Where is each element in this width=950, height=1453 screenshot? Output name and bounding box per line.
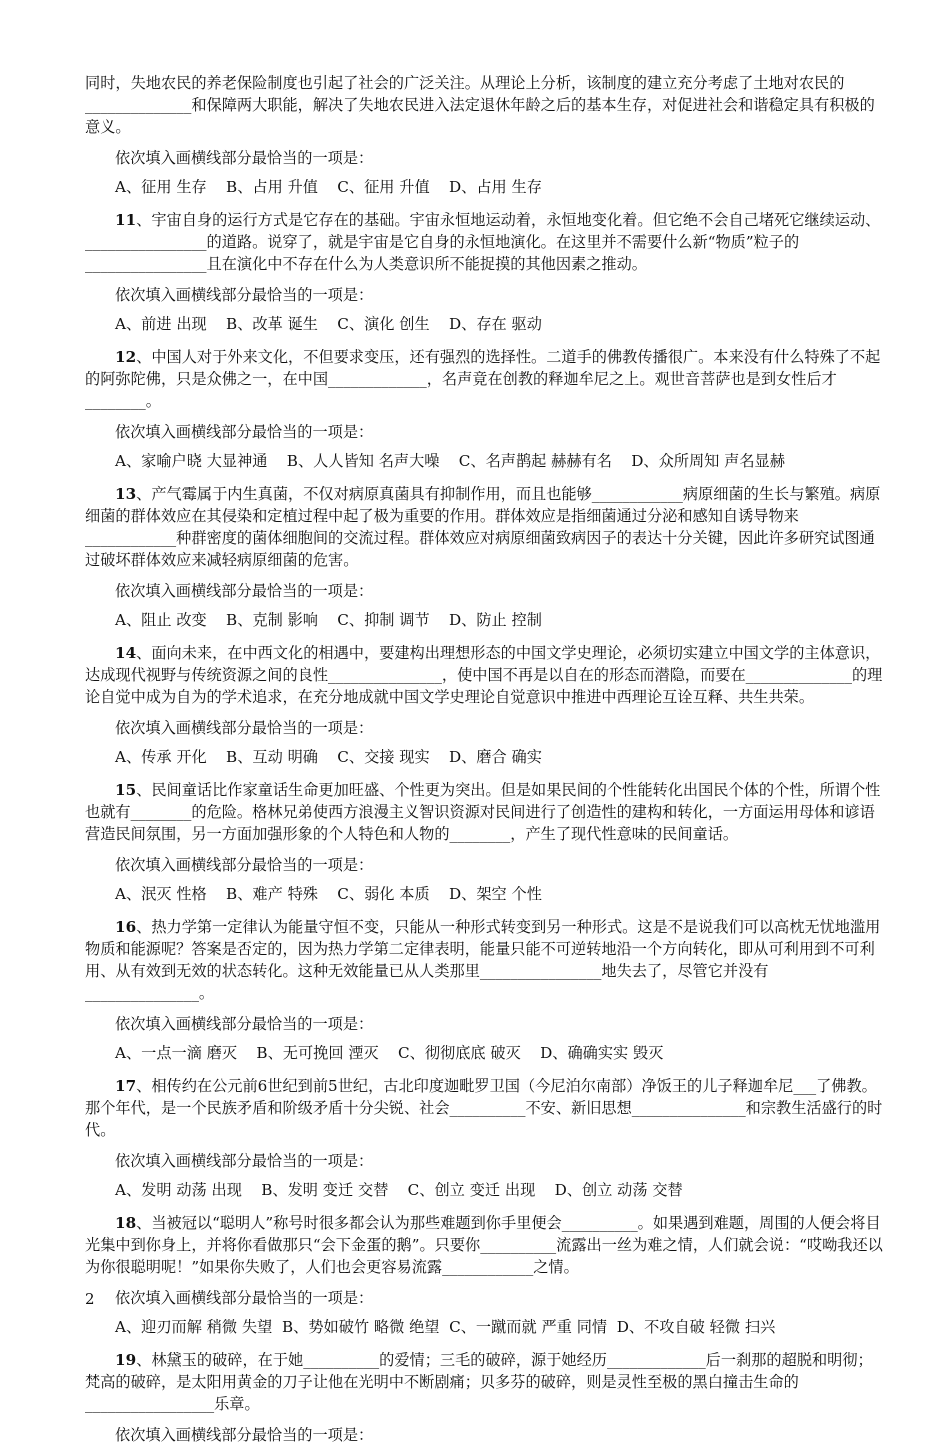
question-number: 13 (115, 485, 137, 503)
answer-options: A、一点一滴 磨灭 B、无可挽回 湮灭 C、彻彻底底 破灭 D、确确实实 毁灭 (115, 1044, 664, 1062)
question-17 (85, 1075, 885, 1141)
question-prompt: 依次填入画横线部分最恰当的一项是： (115, 1152, 374, 1170)
answer-options: A、阻止 改变 B、克制 影响 C、抑制 调节 D、防止 控制 (115, 611, 542, 629)
question-text: 、当被冠以“聪明人”称号时很多都会认为那些难题到你手里便会__________。如果遇到难题，周围的人便会将目光集中到你身上，并将你看做那只“会下金蛋的鹅”。只要你__________流露出一丝为难之情，人们就会说：“哎呦我还以为你很聪明呢！”如果你失败了，人们也会更容易流露____________之情。 (85, 1214, 883, 1276)
question-number: 11 (115, 211, 137, 229)
question-number: 15 (115, 781, 137, 799)
question-13 (85, 483, 885, 571)
document-body (85, 72, 885, 1453)
answer-options: A、传承 开化 B、互动 明确 C、交接 现实 D、磨合 确实 (115, 748, 542, 766)
question-number: 17 (115, 1077, 137, 1095)
question-prompt: 依次填入画横线部分最恰当的一项是： (115, 1426, 374, 1444)
question-number: 12 (115, 348, 137, 366)
question-16 (85, 916, 885, 1004)
question-11 (85, 209, 885, 275)
question-text: 、相传约在公元前6世纪到前5世纪，古北印度迦毗罗卫国（今尼泊尔南部）净饭王的儿子释迦牟尼___了佛教。那个年代，是一个民族矛盾和阶级矛盾十分尖锐、社会__________不安、新旧思想_______________和宗教生活盛行的时代。 (85, 1077, 883, 1139)
question-text: 、热力学第一定律认为能量守恒不变，只能从一种形式转变到另一种形式。这是不是说我们可以高枕无忧地滥用物质和能源呢？答案是否定的，因为热力学第二定律表明，能量只能不可逆转地沿一个方向转化，即从可利用到不可利用、从有效到无效的状态转化。这种无效能量已从人类那里________________地失去了，尽管它并没有_______________。 (85, 918, 881, 1002)
page-number: 2 (85, 1290, 95, 1308)
question-14 (85, 642, 885, 708)
question-text: 、面向未来，在中西文化的相遇中，要建构出理想形态的中国文学史理论，必须切实建立中国文学的主体意识，达成现代视野与传统资源之间的良性_______________，使中国不再是以自在的形态而潜隐，而要在______________的理论自觉中成为自为的学术追求，在充分地成就中国文学史理论自觉意识中推进中西理论互诠互释、共生共荣。 (85, 644, 883, 706)
question-text: 、宇宙自身的运行方式是它存在的基础。宇宙永恒地运动着，永恒地变化着。但它绝不会自己堵死它继续运动、________________的道路。说穿了，就是宇宙是它自身的永恒地演化。在这里并不需要什么新“物质”粒子的________________且在演化中不存在什么为人类意识所不能捉摸的其他因素之推动。 (85, 211, 881, 273)
question-prompt: 依次填入画横线部分最恰当的一项是： (115, 719, 374, 737)
question-15 (85, 779, 885, 845)
question-number: 16 (115, 918, 137, 936)
question-12 (85, 346, 885, 412)
question-prompt: 依次填入画横线部分最恰当的一项是： (115, 582, 374, 600)
question-prompt: 依次填入画横线部分最恰当的一项是： (115, 856, 374, 874)
question-prompt: 依次填入画横线部分最恰当的一项是： (115, 286, 374, 304)
answer-options: A、迎刃而解 稍微 失望 B、势如破竹 略微 绝望 C、一蹴而就 严重 同情 D、不攻自破 轻微 扫兴 (115, 1318, 776, 1336)
question-text: 、林黛玉的破碎，在于她__________的爱情；三毛的破碎，源于她经历_____________后一刹那的超脱和明彻；梵高的破碎，是太阳用黄金的刀子让他在光明中不断剧痛；贝多芬的破碎，则是灵性至极的黑白撞击生命的_________________乐章。 (85, 1351, 873, 1413)
question-prompt: 依次填入画横线部分最恰当的一项是： (115, 149, 374, 167)
answer-options: A、家喻户晓 大显神通 B、人人皆知 名声大噪 C、名声鹊起 赫赫有名 D、众所周知 声名显赫 (115, 452, 785, 470)
question-prompt: 依次填入画横线部分最恰当的一项是： (115, 1289, 374, 1307)
intro-paragraph: 同时，失地农民的养老保险制度也引起了社会的广泛关注。从理论上分析，该制度的建立充分考虑了土地对农民的______________和保障两大职能，解决了失地农民进入法定退休年龄之后的基本生存，对促进社会和谐稳定具有积极的意义。 (85, 74, 875, 136)
question-prompt: 依次填入画横线部分最恰当的一项是： (115, 423, 374, 441)
answer-options: A、泯灭 性格 B、难产 特殊 C、弱化 本质 D、架空 个性 (115, 885, 542, 903)
answer-options: A、发明 动荡 出现 B、发明 变迁 交替 C、创立 变迁 出现 D、创立 动荡 交替 (115, 1181, 683, 1199)
question-prompt: 依次填入画横线部分最恰当的一项是： (115, 1015, 374, 1033)
question-text: 、产气霉属于内生真菌，不仅对病原真菌具有抑制作用，而且也能够____________病原细菌的生长与繁殖。病原细菌的群体效应在其侵染和定植过程中起了极为重要的作用。群体效应是指细菌通过分泌和感知自诱导物来____________种群密度的菌体细胞间的交流过程。群体效应对病原细菌致病因子的表达十分关键，因此许多研究试图通过破坏群体效应来减轻病原细菌的危害。 (85, 485, 881, 569)
question-number: 19 (115, 1351, 137, 1369)
question-number: 18 (115, 1214, 137, 1232)
question-18 (85, 1212, 885, 1278)
answer-options: A、前进 出现 B、改革 诞生 C、演化 创生 D、存在 驱动 (115, 315, 542, 333)
question-number: 14 (115, 644, 137, 662)
question-19 (85, 1349, 885, 1415)
question-text: 、民间童话比作家童话生命更加旺盛、个性更为突出。但是如果民间的个性能转化出国民个体的个性，所谓个性也就有________的危险。格林兄弟使西方浪漫主义智识资源对民间进行了创造性的建构和转化，一方面运用母体和谚语营造民间氛围，另一方面加强形象的个人特色和人物的________，产生了现代性意味的民间童话。 (85, 781, 881, 843)
question-text: 、中国人对于外来文化，不但要求变压，还有强烈的选择性。二道手的佛教传播很广。本来没有什么特殊了不起的阿弥陀佛，只是众佛之一，在中国_____________，名声竟在创教的释迦牟尼之上。观世音菩萨也是到女性后才________。 (85, 348, 881, 410)
answer-options: A、征用 生存 B、占用 升值 C、征用 升值 D、占用 生存 (115, 178, 542, 196)
